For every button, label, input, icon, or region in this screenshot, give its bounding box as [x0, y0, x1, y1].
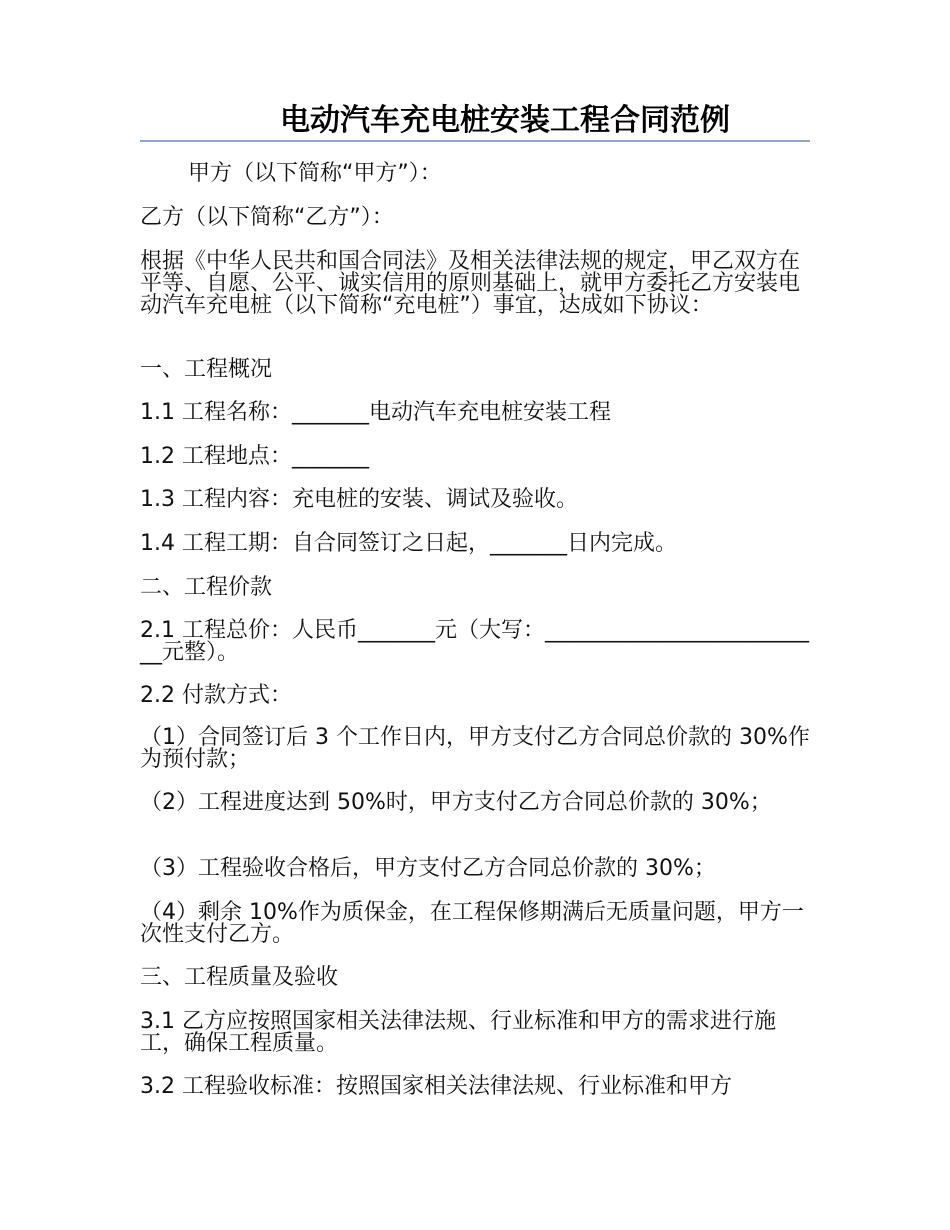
- clause-1-1: 1.1 工程名称：_______电动汽车充电桩安装工程: [140, 400, 611, 425]
- preamble-paragraph: 根据《中华人民共和国合同法》及相关法律法规的规定，甲乙双方在平等、自愿、公平、诚实信用的原则基础上，就甲方委托乙方安装电动汽车充电桩（以下简称“充电桩”）事宜，达成如下协议：: [140, 249, 801, 318]
- section-heading-3: 三、工程质量及验收: [140, 965, 339, 990]
- section-heading-2: 二、工程价款: [140, 575, 273, 600]
- payment-item-2: （2）工程进度达到 50%时，甲方支付乙方合同总价款的 30%；: [140, 790, 772, 815]
- document-title: 电动汽车充电桩安装工程合同范例: [280, 103, 730, 138]
- payment-item-4: （4）剩余 10%作为质保金，在工程保修期满后无质量问题，甲方一次性支付乙方。: [140, 900, 804, 947]
- payment-item-1: （1）合同签订后 3 个工作日内，甲方支付乙方合同总价款的 30%作为预付款；: [140, 725, 810, 772]
- title-bar: [140, 102, 810, 142]
- party-b-line: 乙方（以下简称“乙方”）：: [140, 205, 394, 230]
- party-a-line: 甲方（以下简称“甲方”）：: [188, 161, 442, 186]
- clause-3-1: 3.1 乙方应按照国家相关法律法规、行业标准和甲方的需求进行施工，确保工程质量。: [140, 1009, 776, 1056]
- section-heading-1: 一、工程概况: [140, 357, 273, 382]
- clause-1-2: 1.2 工程地点：_______: [140, 444, 369, 469]
- clause-3-2: 3.2 工程验收标准：按照国家相关法律法规、行业标准和甲方: [140, 1074, 732, 1099]
- clause-2-1: 2.1 工程总价：人民币_______元（大写：__________________________元整）。: [140, 618, 809, 665]
- payment-item-3: （3）工程验收合格后，甲方支付乙方合同总价款的 30%；: [140, 856, 716, 881]
- clause-1-3: 1.3 工程内容：充电桩的安装、调试及验收。: [140, 487, 578, 512]
- clause-2-2: 2.2 付款方式：: [140, 683, 292, 708]
- clause-1-4: 1.4 工程工期：自合同签订之日起，_______日内完成。: [140, 531, 677, 556]
